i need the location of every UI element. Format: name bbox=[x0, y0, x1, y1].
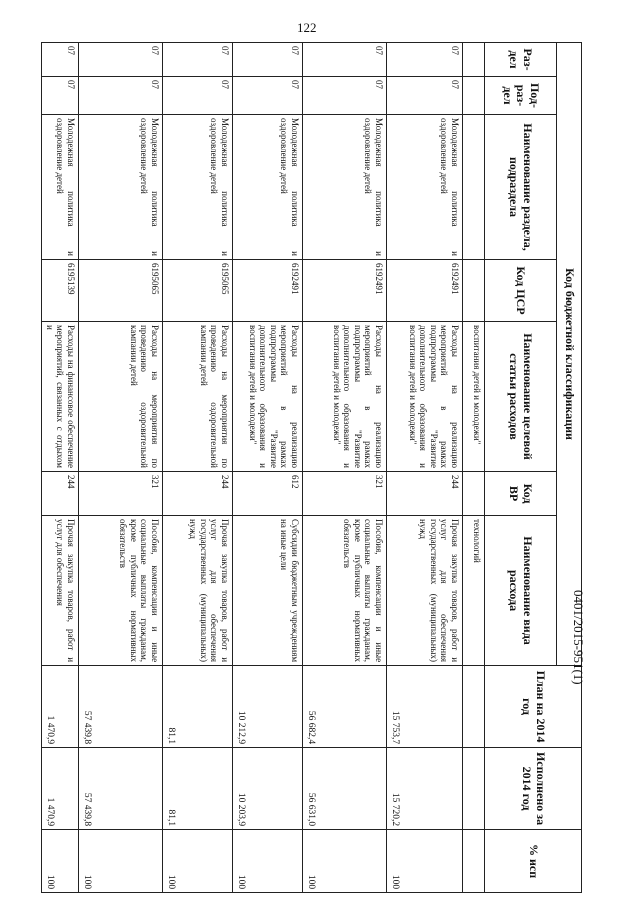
cell-podrazdel: 07 bbox=[303, 77, 387, 115]
cell-csr: 6192491 bbox=[387, 260, 463, 322]
cell-expense: Прочая закупка товаров, работ и услуг для обеспечения государственных (муниципальных) нужд bbox=[163, 516, 233, 666]
cell-plan: 56 682,4 bbox=[303, 666, 387, 748]
cell-csr: 6192491 bbox=[233, 260, 303, 322]
cell-podrazdel: 07 bbox=[79, 77, 163, 115]
cell-pct: 100 bbox=[163, 830, 233, 893]
cell-podrazdel: 07 bbox=[42, 77, 79, 115]
cell-vr: 244 bbox=[42, 472, 79, 516]
cell-section: Молодежная политика и оздоровление детей bbox=[163, 115, 233, 260]
header-podrazdel: Под-раз-дел bbox=[485, 77, 557, 115]
cell-target: Расходы на финансовое обеспечение мероприятий, связанных с отдыхом и bbox=[42, 322, 79, 472]
cell-fact: 10 203,9 bbox=[233, 748, 303, 830]
cell-target: Расходы на реализацию мероприятий в рамках подпрограммы "Развитие дополнительного образования и воспитания детей и молодежи" bbox=[233, 322, 303, 472]
cell-fact bbox=[463, 748, 485, 830]
cell-section: Молодежная политика и оздоровление детей bbox=[42, 115, 79, 260]
header-pct: % исп bbox=[485, 830, 582, 893]
cell-target: воспитания детей и молодежи" bbox=[463, 322, 485, 472]
cell-section: Молодежная политика и оздоровление детей bbox=[387, 115, 463, 260]
header-razdel: Раз-дел bbox=[485, 43, 557, 77]
cell-expense: Прочая закупка товаров, работ и услуг для обеспечения государственных (муниципальных) нужд bbox=[387, 516, 463, 666]
table-row bbox=[79, 43, 163, 893]
cell-vr: 321 bbox=[79, 472, 163, 516]
cell-csr: 6195065 bbox=[163, 260, 233, 322]
cell-podrazdel bbox=[463, 77, 485, 115]
cell-target: Расходы на мероприятия по проведению оздоровительной кампании детей bbox=[79, 322, 163, 472]
cell-expense: Пособия, компенсации и иные социальные выплаты гражданам, кроме публичных нормативных обязательств bbox=[79, 516, 163, 666]
cell-razdel: 07 bbox=[303, 43, 387, 77]
cell-section: Молодежная политика и оздоровление детей bbox=[233, 115, 303, 260]
cell-plan bbox=[463, 666, 485, 748]
cell-expense: технологий bbox=[463, 516, 485, 666]
header-budget-classification: Код бюджетной классификации bbox=[557, 43, 582, 666]
cell-section bbox=[463, 115, 485, 260]
cell-fact: 15 720,2 bbox=[387, 748, 463, 830]
cell-vr bbox=[463, 472, 485, 516]
budget-table bbox=[41, 42, 582, 893]
cell-pct: 100 bbox=[233, 830, 303, 893]
cell-csr: 6195065 bbox=[79, 260, 163, 322]
header-vr: Код ВР bbox=[485, 472, 557, 516]
cell-razdel bbox=[463, 43, 485, 77]
table-row bbox=[387, 43, 463, 893]
cell-section: Молодежная политика и оздоровление детей bbox=[79, 115, 163, 260]
cell-section: Молодежная политика и оздоровление детей bbox=[303, 115, 387, 260]
cell-vr: 612 bbox=[233, 472, 303, 516]
cell-razdel: 07 bbox=[233, 43, 303, 77]
cell-razdel: 07 bbox=[42, 43, 79, 77]
cell-razdel: 07 bbox=[163, 43, 233, 77]
cell-podrazdel: 07 bbox=[233, 77, 303, 115]
cell-target: Расходы на реализацию мероприятий в рамках подпрограммы "Развитие дополнительного образования и воспитания детей и молодежи" bbox=[387, 322, 463, 472]
header-expense-name: Наименование вида расхода bbox=[485, 516, 557, 666]
header-target-name: Наименование целевой статьи расходов bbox=[485, 322, 557, 472]
cell-fact: 57 439,8 bbox=[79, 748, 163, 830]
cell-expense: Пособия, компенсации и иные социальные выплаты гражданам, кроме публичных нормативных обязательств bbox=[303, 516, 387, 666]
cell-razdel: 07 bbox=[79, 43, 163, 77]
table-row bbox=[303, 43, 387, 893]
cell-fact: 81,1 bbox=[163, 748, 233, 830]
cell-csr: 6192491 bbox=[303, 260, 387, 322]
table-row bbox=[163, 43, 233, 893]
cell-target: Расходы на реализацию мероприятий в рамках подпрограммы "Развитие дополнительного образования и воспитания детей и молодежи" bbox=[303, 322, 387, 472]
cell-pct: 100 bbox=[79, 830, 163, 893]
cell-pct: 100 bbox=[42, 830, 79, 893]
cell-fact: 56 631,0 bbox=[303, 748, 387, 830]
cell-pct bbox=[463, 830, 485, 893]
header-fact: Исполнено за 2014 год bbox=[485, 748, 582, 830]
cell-plan: 81,1 bbox=[163, 666, 233, 748]
cell-plan: 15 753,7 bbox=[387, 666, 463, 748]
budget-table-wrapper bbox=[44, 42, 582, 892]
cell-vr: 244 bbox=[163, 472, 233, 516]
cell-plan: 57 439,8 bbox=[79, 666, 163, 748]
cell-pct: 100 bbox=[303, 830, 387, 893]
table-row bbox=[42, 43, 79, 893]
page-number: 122 bbox=[297, 20, 317, 35]
cell-expense: Прочая закупка товаров, работ и услуг для обеспечения bbox=[42, 516, 79, 666]
document-code: 0401/2015-951(1) bbox=[571, 590, 586, 685]
cell-vr: 244 bbox=[387, 472, 463, 516]
cell-pct: 100 bbox=[387, 830, 463, 893]
cell-razdel: 07 bbox=[387, 43, 463, 77]
header-csr: Код ЦСР bbox=[485, 260, 557, 322]
cell-expense: Субсидии бюджетным учреждениям на иные цели bbox=[233, 516, 303, 666]
cell-target: Расходы на мероприятия по проведению оздоровительной кампании детей bbox=[163, 322, 233, 472]
cell-csr bbox=[463, 260, 485, 322]
header-section-name: Наименование раздела, подраздела bbox=[485, 115, 557, 260]
cell-podrazdel: 07 bbox=[163, 77, 233, 115]
cell-podrazdel: 07 bbox=[387, 77, 463, 115]
cell-plan: 10 212,9 bbox=[233, 666, 303, 748]
cell-fact: 1 470,9 bbox=[42, 748, 79, 830]
header-plan: План на 2014 год bbox=[485, 666, 582, 748]
table-row bbox=[233, 43, 303, 893]
table-row bbox=[463, 43, 485, 893]
cell-vr: 321 bbox=[303, 472, 387, 516]
cell-csr: 6195139 bbox=[42, 260, 79, 322]
cell-plan: 1 470,9 bbox=[42, 666, 79, 748]
